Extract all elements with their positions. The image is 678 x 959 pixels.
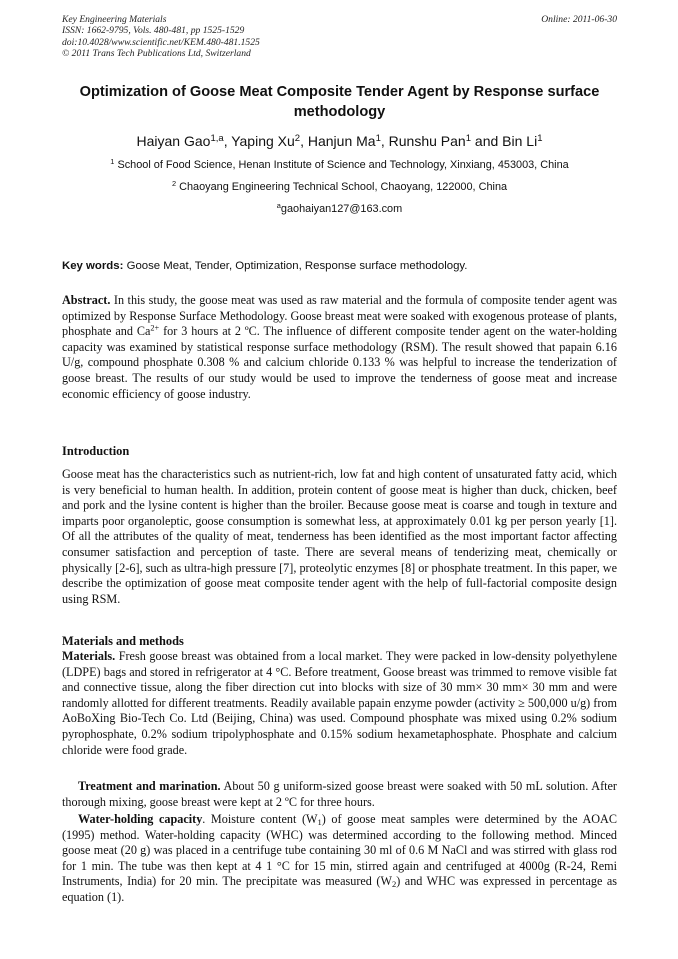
email-mark: a: [276, 200, 281, 210]
author-name: Yaping Xu: [231, 133, 295, 149]
keywords-label: Key words:: [62, 260, 124, 272]
author-separator: ,: [223, 133, 232, 149]
affiliation-2: $^2$ Chaoyang Engineering Technical School, Chaoyang, 122000, China: [171, 178, 508, 193]
whc-paragraph: Water-holding capacity. Moisture content $(W_1)$ of goose meat samples were determined by the AOAC (1995) method. Water-holding capacity (WHC) was determined according to the following method. Minced goose meat (20 g) was placed in a centrifuge tube containing 30 ml of 0.6 M NaCl and was stirred with glass rod for 1 min. The tube was then kept at 4 1 °C for 15 min, stirred again and centrifuged at 4000g (R-24, Remi Instruments, India) for 20 min. The precipitate was measured $(W_2)$ and WHC was expressed in percentage as equation (1).: [62, 812, 618, 904]
keywords-text: Goose Meat, Tender, Optimization, Response surface methodology.: [126, 260, 468, 272]
paper-title: Optimization of Goose Meat Composite Tender Agent by Response surface methodology: [79, 84, 600, 120]
w2-subscript: 2: [391, 879, 397, 890]
calcium-charge: 2+: [150, 323, 160, 333]
copyright-line: © 2011 Trans Tech Publications Ltd, Switzerland: [62, 47, 251, 59]
author-affiliation-mark: 1,a: [210, 132, 224, 144]
abstract: Abstract. In this study, the goose meat was used as raw material and the formula of composite tender agent was optimized by Response Surface Methodology. Goose breast meat were soaked with exogenous protease of plants, phosphate and $Ca^{2+}$ for 3 hours at 2 ºC. The influence of different composite tender agent on the water-holding capacity was examined by statistical response surface methodology (RSM). The result showed that papain 6.16 U/g, compound phosphate 0.308 % and calcium chloride 0.133 % was helpful to increase the tenderization of goose breast. The results of our study would be used to improve the tenderness of goose meat and increase economic efficiency of goose industry.: [62, 293, 618, 401]
doi-line[interactable]: doi:10.4028/www.scientific.net/KEM.480-481.1525: [62, 36, 260, 48]
author-affiliation-mark: 1: [375, 132, 381, 144]
author-email[interactable]: $^a$gaohaiyan127@163.com: [276, 200, 403, 215]
online-date: Online: 2011-06-30: [541, 14, 617, 25]
treatment-paragraph: Treatment and marination. About 50 g uniform-sized goose breast were soaked with 50 mL solution. After thorough mixing, goose breast were kept at 2 ºC for three hours.: [62, 779, 617, 809]
w1-subscript: 1: [317, 817, 322, 828]
whc-label: Water-holding capacity: [78, 812, 203, 826]
author-separator: ,: [300, 133, 308, 149]
affiliation-mark: 2: [171, 178, 177, 188]
author-name: Hanjun Ma: [307, 133, 376, 149]
author-separator: and: [471, 133, 503, 149]
materials-paragraph: Materials. Fresh goose breast was obtained from a local market. They were packed in low-density polyethylene (LDPE) bags and stored in refrigerator at 4 °C. Before treatment, Goose breast was trimmed to remove visible fat and connective tissue, along the fiber direction cut into blocks with size of 30 mm× 30 mm× 30 mm and were randomly allotted for different treatments. Readily available papain enzyme powder (activity ≥ 500,000 u/g) from AoBoXing Bio-Tech Co. Ltd (Beijing, China) was used. Compound phosphate was mixed using 0.2% sodium pyrophosphate, 0.2% sodium tripolyphosphate and 0.15% sodium hexametaphosphate. Phosphate and calcium chloride were food grade.: [62, 649, 617, 757]
affiliation-1: $^1$ School of Food Science, Henan Institute of Science and Technology, Xinxiang, 453003, China: [110, 156, 569, 171]
author-affiliation-mark: 1: [537, 132, 543, 144]
journal-name: Key Engineering Materials: [62, 14, 167, 25]
abstract-label: Abstract.: [62, 293, 111, 307]
journal-header: [62, 14, 617, 59]
issn-line: ISSN: 1662-9795, Vols. 480-481, pp 1525-1529: [62, 25, 245, 37]
author-name: Runshu Pan: [388, 133, 466, 149]
keywords: [62, 259, 617, 273]
introduction-text: Goose meat has the characteristics such as nutrient-rich, low fat and high content of unsaturated fatty acid, which is very beneficial to human health. In addition, protein content of goose meat is higher than duck, chicken, beef and pork and the lysine content is higher than the broiler. Because goose meat is coarse and tough in texture and imparts poor organoleptic, goose consumption is somewhat less, at approximately 0.01 kg per person yearly [1]. Of all the attributes of the quality of meat, tenderness has been identified as the most important factor affecting consumer satisfaction and perception of taste. There are several means of tenderizing meat, chemically or physically [2-6], such as ultra-high pressure [7], proteolytic enzymes [8] or phosphate treatment. In this paper, we describe the optimization of goose meat composite tender agent with the help of full-factorial composite design using RSM.: [62, 467, 617, 606]
author-affiliation-mark: 1: [465, 132, 472, 144]
materials-label: Materials.: [62, 649, 116, 663]
author-list: [62, 132, 617, 150]
author-separator: ,: [380, 133, 389, 149]
author-name: Bin Li: [502, 133, 538, 149]
introduction-heading: Introduction: [62, 444, 130, 458]
methods-heading: Materials and methods: [62, 634, 184, 648]
affiliation-mark: 1: [110, 156, 115, 166]
treatment-label: Treatment and marination.: [78, 779, 221, 793]
author-affiliation-mark: 2: [294, 132, 301, 144]
author-name: Haiyan Gao: [136, 133, 211, 149]
